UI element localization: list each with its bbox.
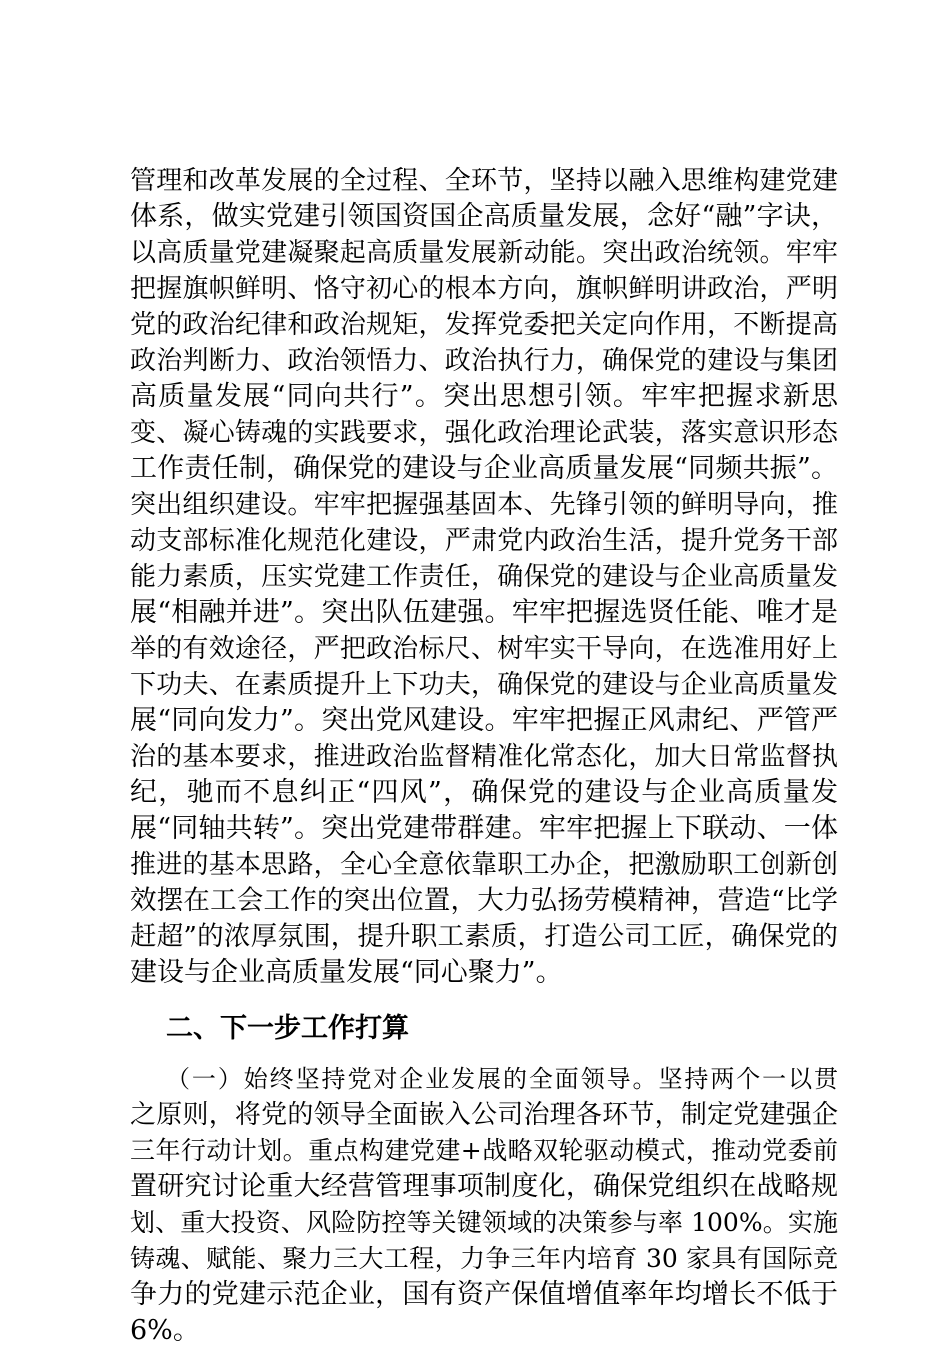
text-line: 争力的党建示范企业，国有资产保值增值率年均增长不低于	[130, 1279, 838, 1310]
text-line: 动支部标准化规范化建设，严肃党内政治生活，提升党务干部	[130, 526, 838, 556]
text-line: 6%。	[130, 1315, 200, 1346]
text-line: 党的政治纪律和政治规矩，发挥党委把关定向作用，不断提高	[130, 310, 838, 340]
text-line: 纪，驰而不息纠正“四风”，确保党的建设与企业高质量发	[130, 777, 838, 808]
text-line: 建设与企业高质量发展“同心聚力”。	[130, 957, 563, 988]
text-line: 突出组织建设。牢牢把握强基固本、先锋引领的鲜明导向，推	[130, 490, 838, 520]
paragraph-next-steps	[130, 1061, 838, 1349]
text-line: 把握旗帜鲜明、恪守初心的根本方向，旗帜鲜明讲政治，严明	[130, 274, 838, 304]
text-line: 赶超”的浓厚氛围，提升职工素质，打造公司工匠，确保党的	[130, 921, 838, 952]
text-line: 举的有效途径，严把政治标尺、树牢实干导向，在选准用好上	[130, 634, 838, 664]
text-line: 工作责任制，确保党的建设与企业高质量发展“同频共振”。	[130, 453, 838, 484]
text-line: 铸魂、赋能、聚力三大工程，力争三年内培育 30 家具有国际竞	[130, 1244, 838, 1273]
text-line: 能力素质，压实党建工作责任，确保党的建设与企业高质量发	[130, 562, 838, 592]
text-line: 三年行动计划。重点构建党建+战略双轮驱动模式，推动党委前	[130, 1136, 838, 1165]
text-line: 下功夫、在素质提升上下功夫，确保党的建设与企业高质量发	[130, 670, 838, 700]
text-line: 展“相融并进”。突出队伍建强。牢牢把握选贤任能、唯才是	[130, 597, 838, 628]
text-line: 以高质量党建凝聚起高质量发展新动能。突出政治统领。牢牢	[130, 238, 838, 268]
section-heading: 二、下一步工作打算	[166, 1013, 409, 1044]
document-body	[130, 163, 838, 1349]
text-line: 划、重大投资、风险防控等关键领域的决策参与率 100%。实施	[130, 1208, 838, 1237]
text-line: 变、凝心铸魂的实践要求，强化政治理论武装，落实意识形态	[130, 418, 838, 448]
text-line: 高质量发展“同向共行”。突出思想引领。牢牢把握求新思	[130, 381, 838, 412]
text-line: 之原则，将党的领导全面嵌入公司治理各环节，制定党建强企	[130, 1100, 838, 1130]
text-line: 展“同轴共转”。突出党建带群建。牢牢把握上下联动、一体	[130, 813, 838, 844]
text-line: 展“同向发力”。突出党风建设。牢牢把握正风肃纪、严管严	[130, 705, 838, 736]
text-line: 置研究讨论重大经营管理事项制度化，确保党组织在战略规	[130, 1171, 838, 1202]
text-line: 效摆在工会工作的突出位置，大力弘扬劳模精神，营造“比学	[130, 885, 838, 916]
text-line: （一）始终坚持党对企业发展的全面领导。坚持两个一以贯	[166, 1065, 838, 1093]
paragraph-party-building	[130, 163, 838, 991]
text-line: 政治判断力、政治领悟力、政治执行力，确保党的建设与集团	[130, 346, 838, 376]
text-line: 治的基本要求，推进政治监督精准化常态化，加大日常监督执	[130, 742, 838, 772]
text-line: 体系，做实党建引领国资国企高质量发展，念好“融”字诀，	[130, 201, 838, 232]
text-line: 管理和改革发展的全过程、全环节，坚持以融入思维构建党建	[130, 166, 838, 196]
text-line: 推进的基本思路，全心全意依靠职工办企，把激励职工创新创	[130, 850, 838, 880]
